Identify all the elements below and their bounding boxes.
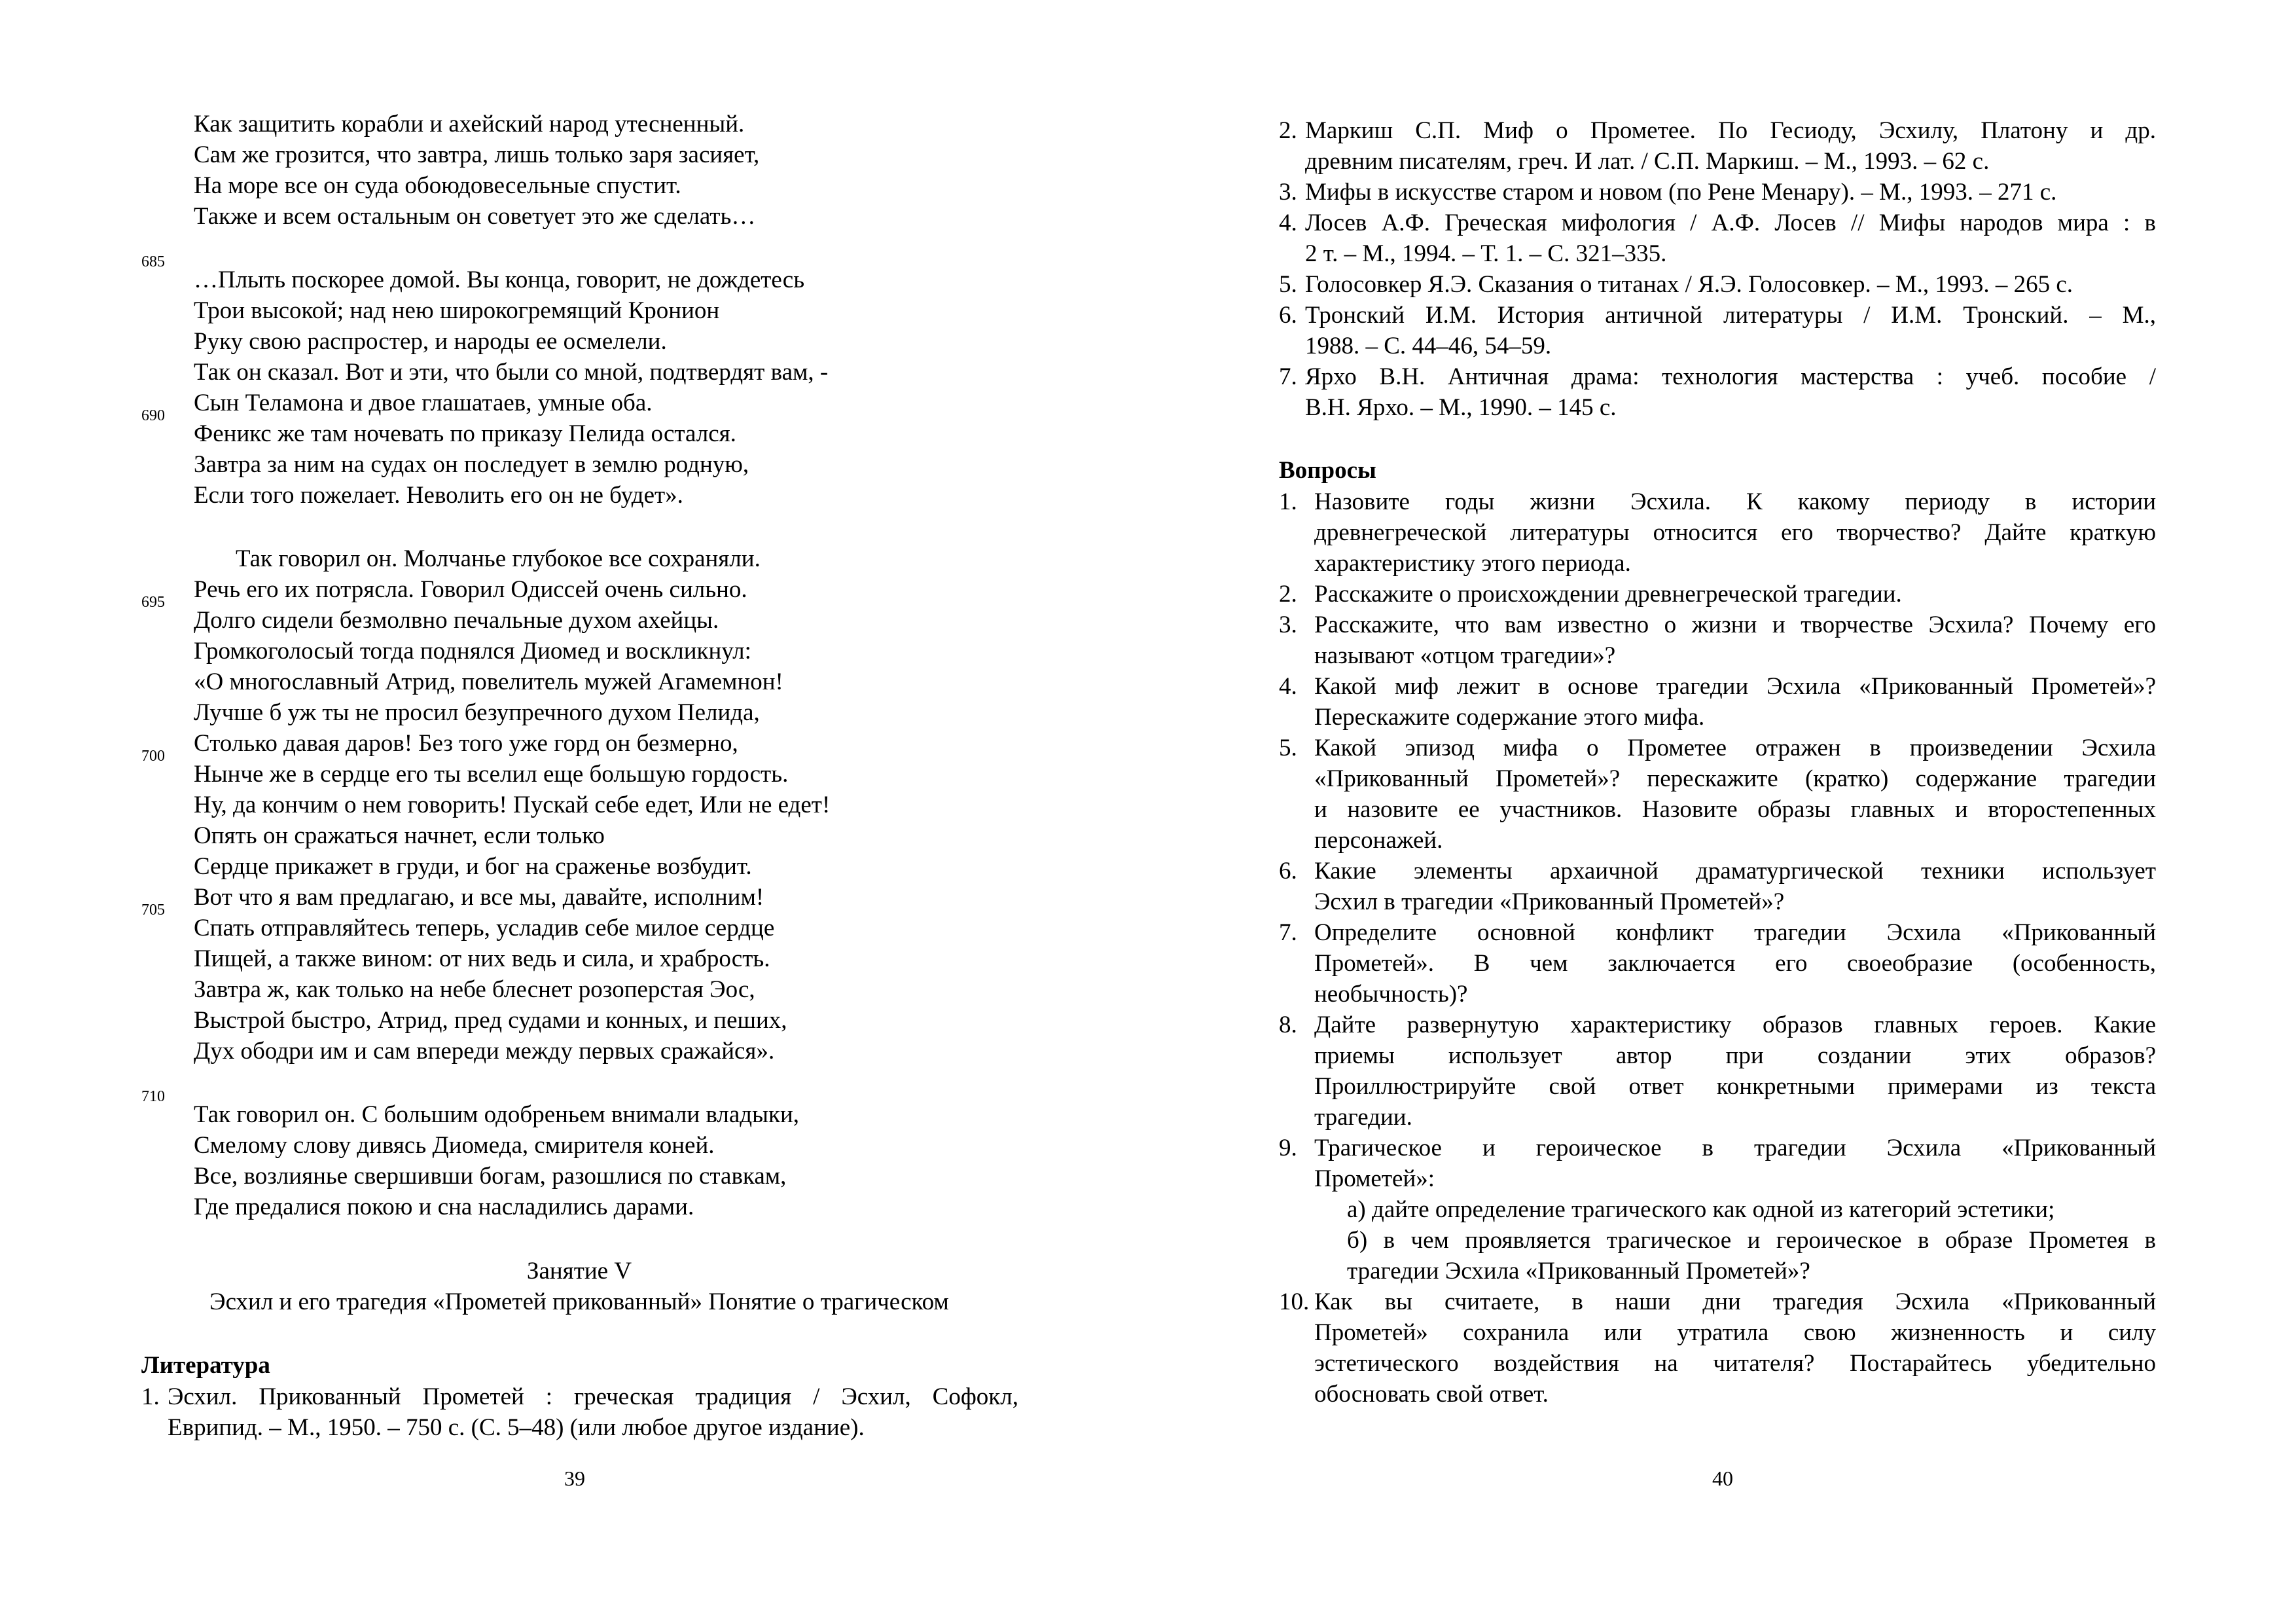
question-item-line: Проиллюстрируйте свой ответ конкретными примерами из текста [1314, 1073, 2156, 1100]
verse-text: Так говорил он. Молчанье глубокое все сохраняли. [236, 545, 761, 572]
verse-line [194, 820, 1058, 851]
right-page [1148, 0, 2296, 1623]
lesson-heading [131, 1256, 1028, 1317]
verse-line [194, 170, 1058, 201]
question-item-line: Эсхил в трагедии «Прикованный Прометей»? [1314, 888, 1785, 915]
verse-text: Столько давая даров! Без того уже горд он безмерно, [194, 730, 738, 757]
verse-text: Пищей, а также вином: от них ведь и сила, и храбрость. [194, 945, 770, 972]
reference-item-line: Голосовкер Я.Э. Сказания о титанах / Я.Э. Голосовкер. – М., 1993. – 265 с. [1305, 271, 2073, 298]
question-item [1279, 610, 2156, 671]
question-item [1279, 1010, 2156, 1133]
verse-line [194, 449, 1058, 480]
reference-item [1279, 177, 2156, 208]
reference-item-line: В.Н. Ярхо. – М., 1990. – 145 с. [1305, 394, 1617, 421]
verse-line [141, 594, 1058, 636]
question-item-line: Определите основной конфликт трагедии Эсхила «Прикованный [1314, 919, 2156, 946]
reference-item-number: 2. [1279, 117, 1297, 144]
question-item-number: 9. [1279, 1135, 1297, 1161]
verse-text: Феникс же там ночевать по приказу Пелида остался. [194, 420, 736, 447]
verse-text: Завтра ж, как только на небе блеснет розоперстая Эос, [194, 976, 755, 1003]
question-item-line: трагедии. [1314, 1104, 1412, 1131]
reference-item [1279, 208, 2156, 269]
poem-excerpt [141, 109, 1058, 1255]
reference-item-number: 1. [141, 1383, 160, 1410]
literature-list-continued [1279, 115, 2156, 423]
verse-line-number: 700 [141, 748, 165, 765]
verse-text: Вот что я вам предлагаю, и все мы, давайте, исполним! [194, 884, 764, 911]
verse-line [194, 851, 1058, 882]
reference-item [1279, 300, 2156, 361]
question-item-line: эстетического воздействия на читателя? Постарайтесь убедительно [1314, 1350, 2156, 1377]
lesson-title: Занятие V [526, 1258, 632, 1285]
question-item-line: Какой миф лежит в основе трагедии Эсхила «Прикованный Прометей»? [1314, 673, 2156, 700]
question-item-line: и назовите ее участников. Назовите образы главных и второстепенных [1314, 796, 2156, 823]
verse-line [194, 1192, 1058, 1222]
poem-stanza [141, 543, 1058, 1067]
verse-text: Трои высокой; над нею широкогремящий Кронион [194, 297, 720, 324]
reference-item-line: Маркиш С.П. Миф о Прометее. По Гесиоду, Эсхилу, Платону и др. [1305, 117, 2156, 144]
question-item-line: Перескажите содержание этого мифа. [1314, 704, 1705, 731]
verse-line-number: 685 [141, 253, 165, 270]
verse-text: Так он сказал. Вот и эти, что были со мной, подтвердят вам, - [194, 359, 829, 386]
question-item-line: Расскажите, что вам известно о жизни и творчестве Эсхила? Почему его [1314, 611, 2156, 638]
verse-line [141, 407, 1058, 449]
verse-text: Долго сидели безмолвно печальные духом ахейцы. [194, 607, 719, 634]
verse-line [194, 480, 1058, 511]
verse-line [194, 1130, 1058, 1161]
question-item [1279, 733, 2156, 856]
verse-line-number: 710 [141, 1088, 165, 1105]
question-item [1279, 486, 2156, 579]
verse-text: Выстрой быстро, Атрид, пред судами и конных, и пеших, [194, 1007, 787, 1034]
questions-list [1279, 486, 2156, 1410]
reference-item-number: 7. [1279, 363, 1297, 390]
question-item-line: Прометей» сохранила или утратила свою жизненность и силу [1314, 1319, 2156, 1346]
verse-line [194, 139, 1058, 170]
verse-line [194, 697, 1058, 728]
question-item-line: Расскажите о происхождении древнегреческой трагедии. [1314, 581, 1902, 608]
reference-item-number: 6. [1279, 302, 1297, 329]
verse-line [194, 574, 1058, 605]
reference-item-number: 3. [1279, 179, 1297, 206]
question-item-line: Прометей»: [1314, 1165, 1435, 1192]
page-number-left: 39 [564, 1467, 585, 1490]
verse-line [194, 666, 1058, 697]
verse-line [194, 728, 1058, 759]
question-item-number: 6. [1279, 858, 1297, 884]
question-item-line: называют «отцом трагедии»? [1314, 642, 1616, 669]
verse-text: Сын Теламона и двое глашатаев, умные оба. [194, 390, 653, 416]
question-item [1279, 856, 2156, 917]
verse-text: Где предалися покою и сна насладились дарами. [194, 1194, 694, 1220]
question-item-number: 1. [1279, 488, 1297, 515]
question-item-number: 4. [1279, 673, 1297, 700]
question-item-number: 5. [1279, 735, 1297, 761]
reference-item-line: Еврипид. – М., 1950. – 750 с. (С. 5–48) (или любое другое издание). [168, 1414, 865, 1441]
verse-text: Если того пожелает. Неволить его он не будет». [194, 482, 683, 509]
verse-line [194, 357, 1058, 388]
reference-item [1279, 115, 2156, 177]
reference-item-line: 1988. – С. 44–46, 54–59. [1305, 333, 1552, 359]
verse-line [194, 543, 1058, 574]
question-item-line: «Прикованный Прометей»? перескажите (кратко) содержание трагедии [1314, 765, 2156, 792]
verse-line [194, 388, 1058, 418]
verse-text: Опять он сражаться начнет, если только [194, 822, 605, 849]
poem-stanza [141, 253, 1058, 511]
question-item-line: приемы использует автор при создании этих образов? [1314, 1042, 2156, 1069]
reference-item-number: 5. [1279, 271, 1297, 298]
question-item [1279, 1286, 2156, 1410]
verse-line [194, 943, 1058, 974]
reference-item-number: 4. [1279, 210, 1297, 236]
question-item-line: Прометей». В чем заключается его своеобразие (особенность, [1314, 950, 2156, 977]
verse-text: Завтра за ним на судах он последует в землю родную, [194, 451, 749, 478]
verse-text: Лучше б уж ты не просил безупречного духом Пелида, [194, 699, 760, 726]
question-item-line: Какие элементы архаичной драматургической техники использует [1314, 858, 2156, 884]
question-item-line: персонажей. [1314, 827, 1443, 854]
poem-stanza [194, 109, 1058, 232]
verse-text: Все, возлиянье свершивши богам, разошлися по ставкам, [194, 1163, 787, 1190]
verse-line [141, 902, 1058, 943]
verse-line [194, 882, 1058, 913]
reference-item-line: 2 т. – М., 1994. – Т. 1. – С. 321–335. [1305, 240, 1667, 267]
questions-heading: Вопросы [1279, 457, 1376, 484]
question-item-number: 3. [1279, 611, 1297, 638]
verse-line [194, 974, 1058, 1005]
lesson-subtitle: Эсхил и его трагедия «Прометей прикованный» Понятие о трагическом [209, 1288, 949, 1315]
verse-line [141, 253, 1058, 295]
question-item-line: б) в чем проявляется трагическое и героическое в образе Прометея в [1347, 1227, 2156, 1254]
question-item [1279, 579, 2156, 610]
question-item-line: характеристику этого периода. [1314, 550, 1631, 577]
verse-text: Речь его их потрясла. Говорил Одиссей очень сильно. [194, 576, 747, 603]
question-item-number: 2. [1279, 581, 1297, 608]
question-item [1279, 917, 2156, 1010]
reference-item [1279, 361, 2156, 423]
question-item-line: Трагическое и героическое в трагедии Эсхила «Прикованный [1314, 1135, 2156, 1161]
verse-line-number: 690 [141, 407, 165, 424]
verse-line [194, 636, 1058, 666]
verse-text: На море все он суда обоюдовесельные спустит. [194, 172, 681, 199]
verse-text: Так говорил он. С большим одобреньем внимали владыки, [194, 1101, 800, 1128]
question-item-line: Какой эпизод мифа о Прометее отражен в произведении Эсхила [1314, 735, 2156, 761]
verse-line-number: 705 [141, 902, 165, 919]
verse-line [194, 109, 1058, 139]
question-item-number: 7. [1279, 919, 1297, 946]
question-item-line: Дайте развернутую характеристику образов главных героев. Какие [1314, 1012, 2156, 1038]
verse-line [194, 326, 1058, 357]
verse-line [194, 1036, 1058, 1067]
reference-item-line: Ярхо В.Н. Античная драма: технология мастерства : учеб. пособие / [1305, 363, 2156, 390]
verse-line [194, 1161, 1058, 1192]
verse-line-number: 695 [141, 594, 165, 611]
question-item [1279, 671, 2156, 733]
question-item-line: необычность)? [1314, 981, 1468, 1008]
verse-line [194, 295, 1058, 326]
question-item-line: обосновать свой ответ. [1314, 1381, 1549, 1408]
verse-text: Сам же грозится, что завтра, лишь только заря засияет, [194, 141, 760, 168]
verse-text: Руку свою распростер, и народы ее осмелели. [194, 328, 667, 355]
verse-text: Дух ободри им и сам впереди между первых сражайся». [194, 1038, 775, 1065]
verse-line [141, 748, 1058, 790]
question-item [1279, 1133, 2156, 1286]
reference-item-line: древним писателям, греч. И лат. / С.П. Маркиш. – М., 1993. – 62 с. [1305, 148, 1990, 175]
verse-line [194, 1005, 1058, 1036]
question-item-line: Назовите годы жизни Эсхила. К какому периоду в истории [1314, 488, 2156, 515]
verse-text: Смелому слову дивясь Диомеда, смирителя коней. [194, 1132, 715, 1159]
question-item-line: трагедии Эсхила «Прикованный Прометей»? [1347, 1258, 1810, 1285]
literature-heading: Литература [141, 1352, 270, 1379]
verse-text: Ну, да кончим о нем говорить! Пускай себе едет, Или не едет! [194, 792, 831, 818]
reference-item [141, 1381, 1018, 1443]
question-item-line: Как вы считаете, в наши дни трагедия Эсхила «Прикованный [1314, 1288, 2156, 1315]
verse-text: Сердце прикажет в груди, и бог на сраженье возбудит. [194, 853, 752, 880]
poem-stanza [141, 1088, 1058, 1222]
question-item-line: древнегреческой литературы относится его творчество? Дайте краткую [1314, 519, 2156, 546]
verse-text: Громкоголосый тогда поднялся Диомед и воскликнул: [194, 638, 751, 665]
verse-text: Как защитить корабли и ахейский народ утесненный. [194, 111, 745, 137]
verse-line [194, 790, 1058, 820]
reference-item-line: Лосев А.Ф. Греческая мифология / А.Ф. Лосев // Мифы народов мира : в [1305, 210, 2156, 236]
verse-text: …Плыть поскорее домой. Вы конца, говорит, не дождетесь [194, 266, 805, 293]
verse-text: Спать отправляйтесь теперь, усладив себе милое сердце [194, 915, 775, 941]
question-item-number: 10. [1279, 1288, 1310, 1315]
question-item-line: а) дайте определение трагического как одной из категорий эстетики; [1347, 1196, 2055, 1223]
verse-line [194, 201, 1058, 232]
literature-list [141, 1381, 1018, 1443]
reference-item-line: Тронский И.М. История античной литературы / И.М. Тронский. – М., [1305, 302, 2156, 329]
page-number-right: 40 [1712, 1467, 1733, 1490]
verse-text: Также и всем остальным он советует это же сделать… [194, 203, 756, 230]
reference-item [1279, 269, 2156, 300]
verse-text: «О многославный Атрид, повелитель мужей Агамемнон! [194, 668, 783, 695]
question-item-number: 8. [1279, 1012, 1297, 1038]
verse-text: Нынче же в сердце его ты вселил еще большую гордость. [194, 761, 789, 788]
verse-line [141, 1088, 1058, 1130]
reference-item-line: Мифы в искусстве старом и новом (по Рене Менару). – М., 1993. – 271 с. [1305, 179, 2057, 206]
reference-item-line: Эсхил. Прикованный Прометей : греческая традиция / Эсхил, Софокл, [168, 1383, 1018, 1410]
